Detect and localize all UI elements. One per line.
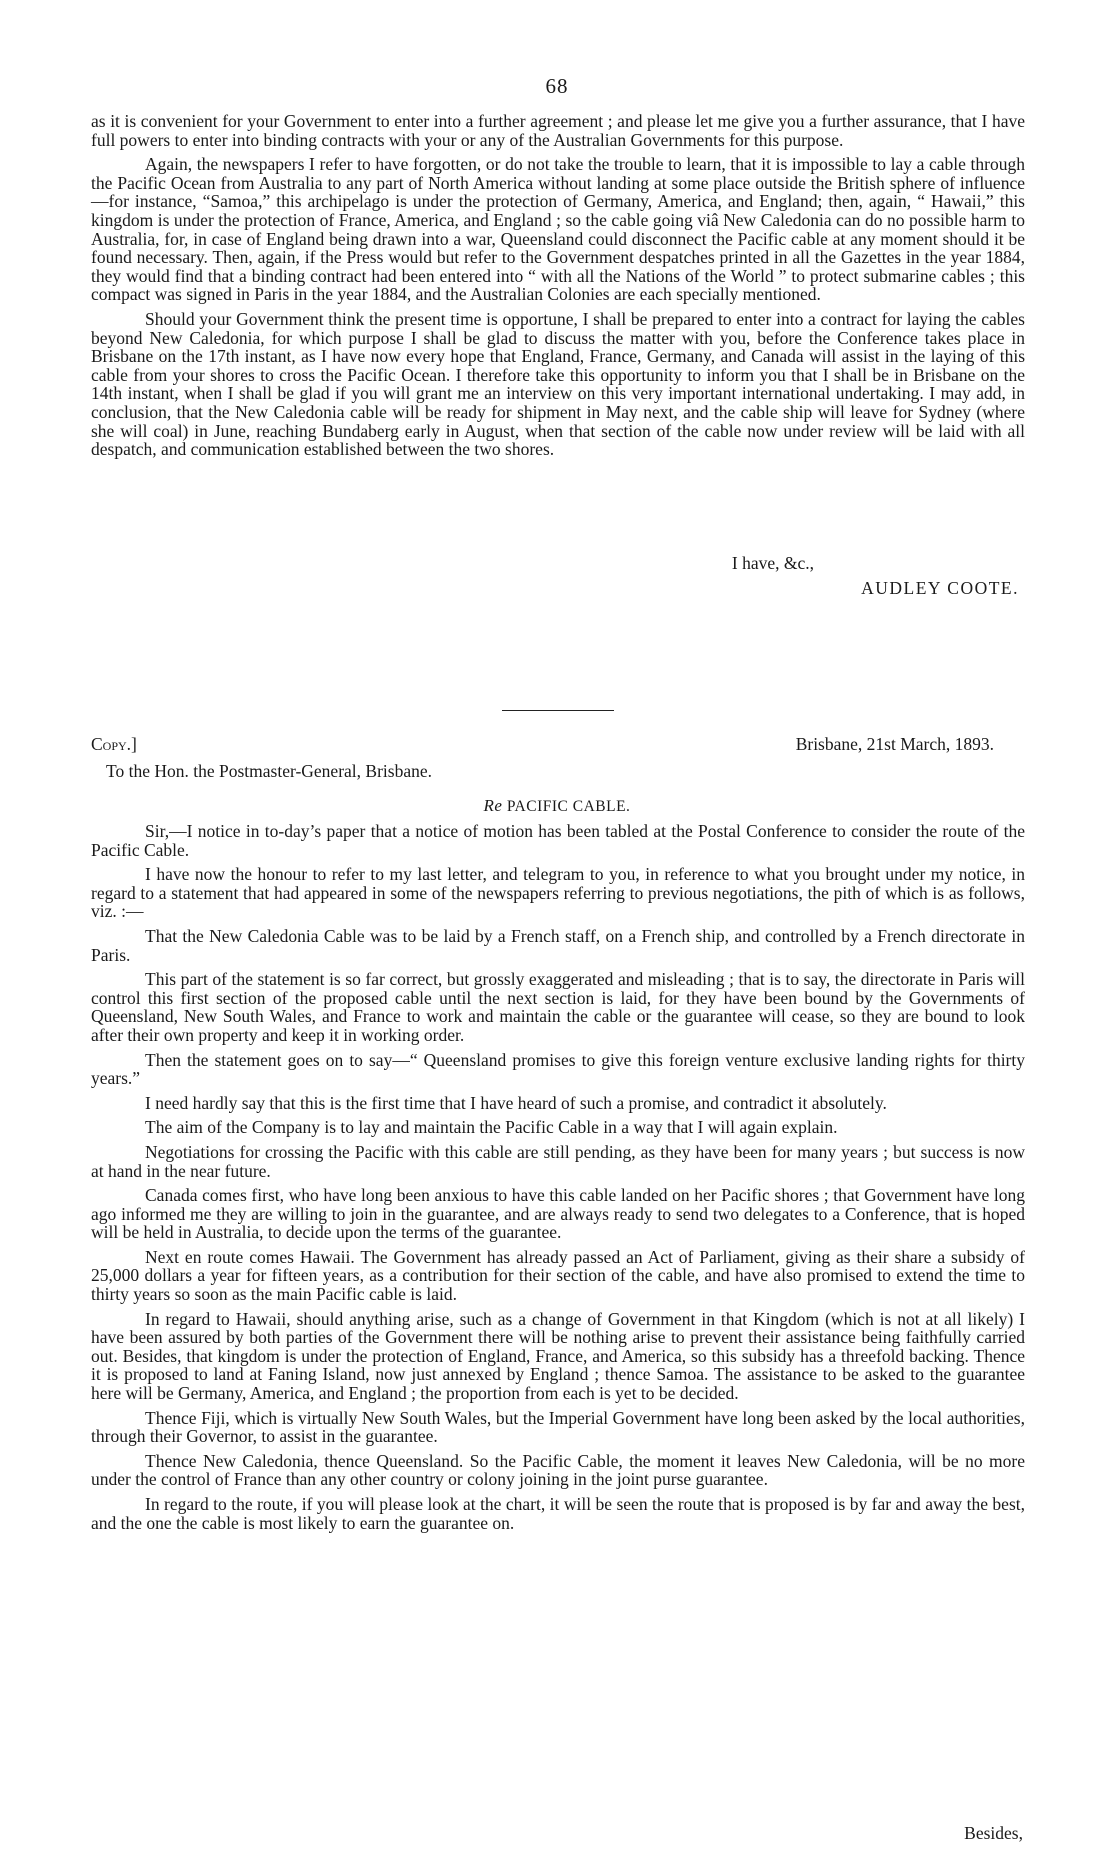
paragraph: This part of the statement is so far correct, but grossly exaggerated and misleading ; that is to say, the directorate in Paris will control this first section of the proposed cable until the next section is laid, for they have been bound by the Governments of Queensland, New South Wales, and France to work and maintain the cable or the guarantee will cease, so they are bound to look after their own property and keep it in working order. (91, 969, 1025, 1045)
catchword: Besides, (964, 1823, 1023, 1843)
paragraph: Should your Government think the present time is opportune, I shall be prepared to enter into a contract for laying the cables beyond New Caledonia, for which purpose I shall be glad to discuss the matter with you, before the Conference takes place in Brisbane on the 17th instant, as I have now every hope that England, France, Germany, and Canada will assist in the laying of this cable from your shores to cross the Pacific Ocean. I therefore take this opportunity to inform you that I shall be in Brisbane on the 14th instant, when I shall be glad if you will grant me an interview on this very important international undertaking. I may add, in conclusion, that the New Caledonia cable will be ready for shipment in May next, and the cable ship will leave for Sydney (where she will coal) in June, reaching Bundaberg early in August, when that section of the cable now under review will be laid with all despatch, and communication established between the two shores. (91, 308, 1025, 460)
closing-salutation: I have, &c., (731, 553, 814, 573)
paragraph: The aim of the Company is to lay and maintain the Pacific Cable in a way that I will again explain. (145, 1117, 838, 1138)
subject-prefix: Re (483, 796, 503, 815)
paragraph: That the New Caledonia Cable was to be laid by a French staff, on a French ship, and controlled by a French directorate in Paris. (91, 925, 1025, 965)
addressee: To the Hon. the Postmaster-General, Brisbane. (106, 761, 432, 781)
letter-1-body (91, 112, 1025, 465)
subject-title: PACIFIC CABLE. (506, 798, 631, 815)
signature: AUDLEY COOTE. (861, 578, 1019, 598)
paragraph: In regard to Hawaii, should anything arise, such as a change of Government in that Kingdom (which is not at all likely) I have been assured by both parties of the Government there will be nothing arise to prevent their assistance being faithfully carried out. Besides, that kingdom is under the protection of England, France, and America, so this subsidy has a threefold backing. Thence it is proposed to land at Faning Island, now just annexed by England ; thence Samoa. The assistance to be asked to the guarantee here will be Germany, America, and England ; the proportion from each is yet to be decided. (91, 1308, 1025, 1404)
paragraph: Negotiations for crossing the Pacific with this cable are still pending, as they have been for many years ; but success is now at hand in the near future. (91, 1141, 1025, 1181)
paragraph: Next en route comes Hawaii. The Government has already passed an Act of Parliament, giving as their share a subsidy of 25,000 dollars a year for fifteen years, as a contribution for their section of the cable, and have also promised to extend the time to thirty years so soon as the main Pacific cable is laid. (91, 1246, 1025, 1305)
paragraph: I have now the honour to refer to my last letter, and telegram to you, in reference to what you brought under my notice, in regard to a statement that had appeared in some of the newspapers referring to previous negotiations, the pith of which is as follows, viz. :— (91, 864, 1025, 922)
paragraph: In regard to the route, if you will please look at the chart, it will be seen the route that is proposed is by far and away the best, and the one the cable is most likely to earn the guarantee on. (91, 1494, 1025, 1533)
paragraph: Thence New Caledonia, thence Queensland. So the Pacific Cable, the moment it leaves New Caledonia, will be no more under the control of France than any other country or colony joining in the joint purse guarantee. (91, 1450, 1025, 1490)
paragraph: Again, the newspapers I refer to have forgotten, or do not take the trouble to learn, that it is impossible to lay a cable through the Pacific Ocean from Australia to any part of North America without landing at some place outside the British sphere of influence—for instance, “Samoa,” this archipelago is under the protection of Germany, America, and England; then, again, “ Hawaii,” this kingdom is under the protection of France, America, and England ; so the cable going viâ New Caledonia can do no possible harm to Australia, for, in case of England being drawn into a war, Queensland could disconnect the Pacific cable at any moment should it be found necessary. Then, again, if the Press would but refer to the Government despatches printed in all the Gazettes in the year 1884, they would find that a binding contract had been entered into “ with all the Nations of the World ” to protect submarine cables ; this compact was signed in Paris in the year 1884, and the Australian Colonies are each specially mentioned. (91, 154, 1025, 305)
paragraph: Thence Fiji, which is virtually New South Wales, but the Imperial Government have long been asked by the local authorities, through their Governor, to assist in the guarantee. (91, 1407, 1025, 1447)
subject-line (0, 796, 1114, 816)
letter-2-body (91, 822, 1025, 1538)
paragraph: Then the statement goes on to say—“ Queensland promises to give this foreign venture exclusive landing rights for thirty years.” (91, 1049, 1025, 1089)
paragraph: Canada comes first, who have long been anxious to have this cable landed on her Pacific shores ; that Government have long ago informed me they are willing to join in the guarantee, and are always ready to send two delegates to a Conference, that is hoped will be held in Australia, to decide upon the terms of the guarantee. (91, 1185, 1025, 1243)
paragraph: I need hardly say that this is the first time that I have heard of such a promise, and contradict it absolutely. (145, 1092, 887, 1113)
copy-label: Copy.] (91, 734, 137, 754)
paragraph: as it is convenient for your Government to enter into a further agreement ; and please let me give you a further assurance, that I have full powers to enter into binding contracts with your or any of the Australian Governments for this purpose. (91, 111, 1025, 150)
section-divider (502, 710, 614, 711)
page-number: 68 (545, 74, 569, 98)
dateline: Brisbane, 21st March, 1893. (795, 734, 994, 754)
paragraph: Sir,—I notice in to-day’s paper that a notice of motion has been tabled at the Postal Conference to consider the route of the Pacific Cable. (91, 821, 1025, 860)
